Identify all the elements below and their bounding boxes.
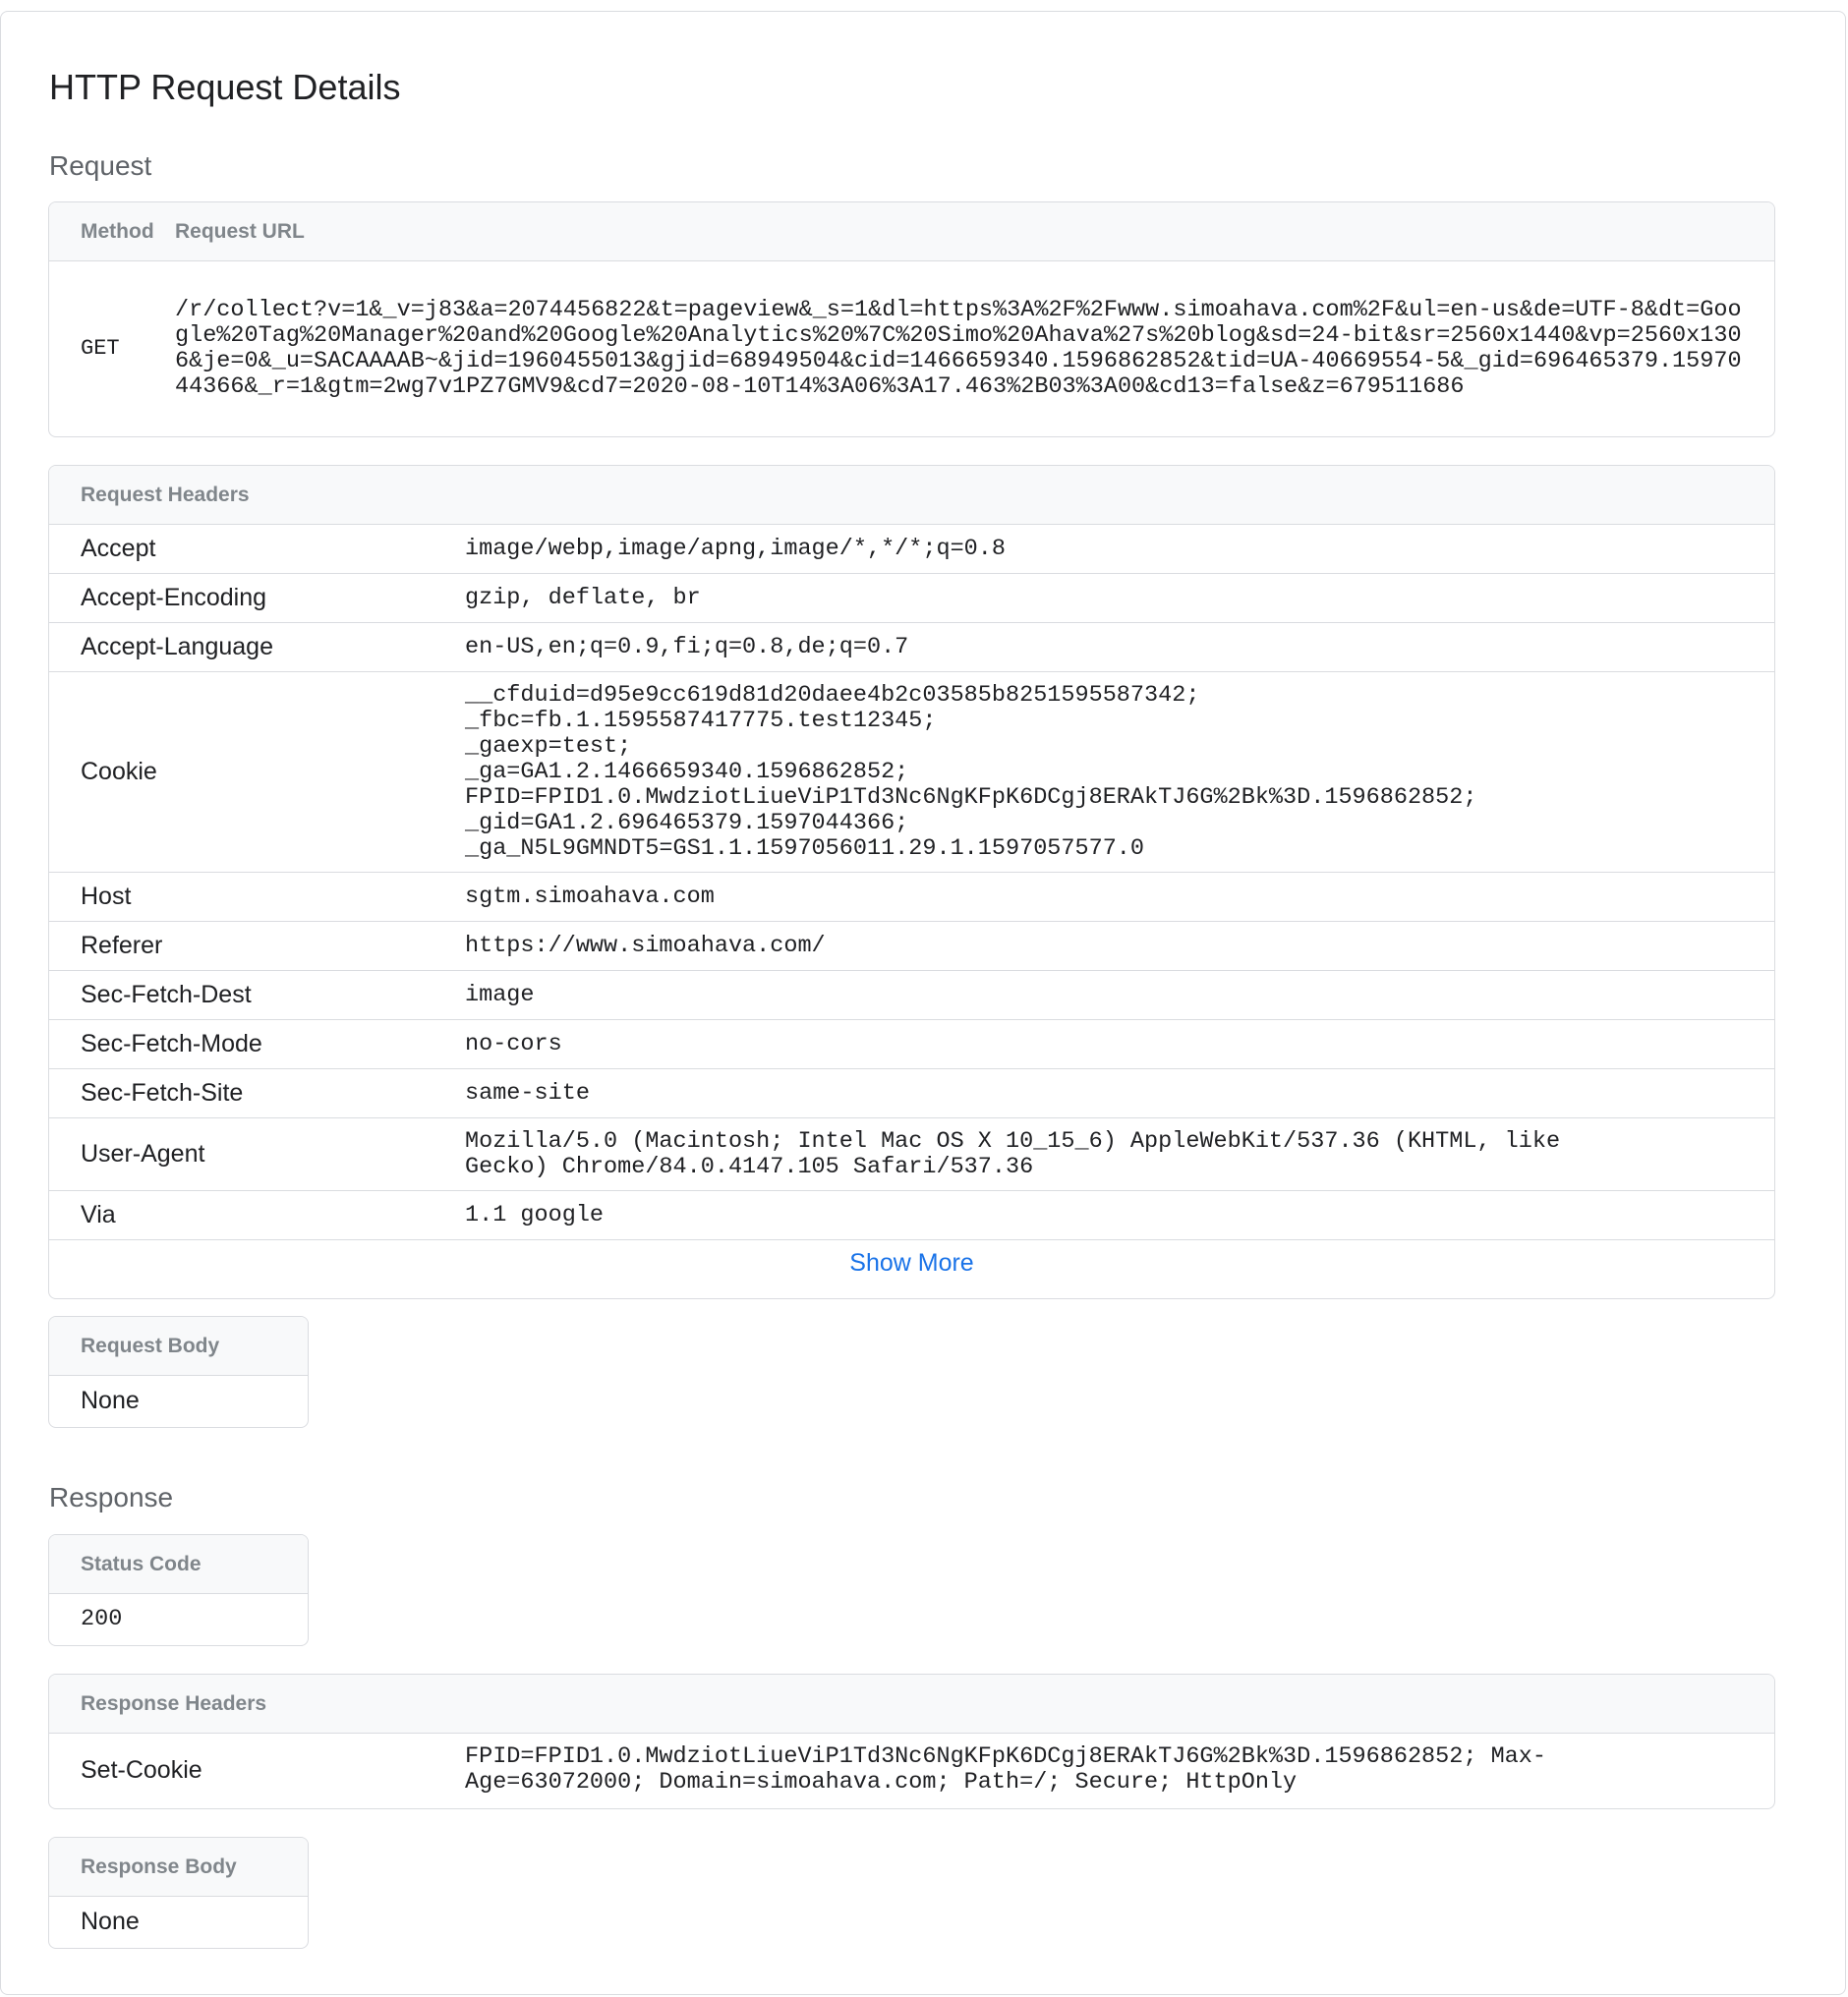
request-line-header	[49, 202, 1774, 261]
response-section-label: Response	[49, 1482, 174, 1512]
header-value: no-cors	[465, 1030, 562, 1057]
request-body-value: None	[81, 1386, 140, 1414]
url-column-header: Request URL	[175, 219, 305, 243]
request-line-card	[48, 201, 1775, 437]
header-row-accept-encoding	[49, 574, 1774, 623]
header-row-accept-language	[49, 623, 1774, 672]
request-line-row	[49, 261, 1774, 435]
header-value: image/webp,image/apng,image/*,*/*;q=0.8	[465, 535, 1006, 562]
header-row-sec-fetch-dest	[49, 971, 1774, 1020]
status-code-card	[48, 1534, 309, 1646]
header-name: Accept-Encoding	[81, 584, 267, 611]
show-more-button[interactable]: Show More	[849, 1249, 974, 1277]
request-body-header: Request Body	[49, 1317, 308, 1376]
header-name: Sec-Fetch-Site	[81, 1079, 244, 1107]
http-request-details-panel	[0, 11, 1846, 1995]
header-name: Host	[81, 883, 132, 910]
header-row-sec-fetch-site	[49, 1069, 1774, 1118]
header-value: Mozilla/5.0 (Macintosh; Intel Mac OS X 10_15_6) AppleWebKit/537.36 (KHTML, like Gecko) Chrome/84.0.4147.105 Safari/537.36	[465, 1127, 1561, 1180]
header-value: __cfduid=d95e9cc619d81d20daee4b2c03585b8251595587342; _fbc=fb.1.1595587417775.test12345; _gaexp=test; _ga=GA1.2.1466659340.1596862852; FPID=FPID1.0.MwdziotLiueViP1Td3Nc6NgKFpK6DCgj8ERAkTJ6G%2Bk%3D.1596862852; _gid=GA1.2.696465379.1597044366; _ga_N5L9GMNDT5=GS1.1.1597056011.29.1.1597057577.0	[465, 681, 1477, 862]
response-body-value: None	[81, 1907, 140, 1935]
header-value: FPID=FPID1.0.MwdziotLiueViP1Td3Nc6NgKFpK6DCgj8ERAkTJ6G%2Bk%3D.1596862852; Max- Age=63072000; Domain=simoahava.com; Path=/; Secure; HttpOnly	[465, 1743, 1546, 1796]
header-name: Sec-Fetch-Dest	[81, 981, 252, 1008]
request-body-card	[48, 1316, 309, 1428]
header-name: Sec-Fetch-Mode	[81, 1030, 262, 1057]
page-title: HTTP Request Details	[49, 67, 401, 107]
request-headers-card	[48, 465, 1775, 1299]
request-url: /r/collect?v=1&_v=j83&a=2074456822&t=pageview&_s=1&dl=https%3A%2F%2Fwww.simoahava.com%2F&ul=en-us&de=UTF-8&dt=Google%20Tag%20Manager%20and%20Google%20Analytics%20%7C%20Simo%20Ahava%27s%20blog&sd=24-bit&sr=2560x1440&vp=2560x1306&je=0&_u=SACAAAAB~&jid=1960455013&gjid=68949504&cid=1466659340.1596862852&tid=UA-40669554-5&_gid=696465379.1597044366&_r=1&gtm=2wg7v1PZ7GMV9&cd7=2020-08-10T14%3A06%3A17.463%2B03%3A00&cd13=false&z=679511686	[175, 296, 1742, 400]
header-value: same-site	[465, 1079, 590, 1107]
request-section-label: Request	[49, 150, 152, 181]
status-code-header: Status Code	[49, 1535, 308, 1594]
header-row-accept	[49, 525, 1774, 574]
header-row-via	[49, 1191, 1774, 1240]
header-name: Via	[81, 1201, 116, 1228]
header-value: 1.1 google	[465, 1201, 605, 1228]
response-headers-header: Response Headers	[49, 1675, 1774, 1734]
request-method: GET	[81, 336, 120, 361]
header-value: sgtm.simoahava.com	[465, 883, 715, 910]
response-body-card	[48, 1837, 309, 1949]
response-headers-card	[48, 1674, 1775, 1809]
header-name: Cookie	[81, 758, 157, 785]
header-row-user-agent	[49, 1118, 1774, 1191]
header-row-sec-fetch-mode	[49, 1020, 1774, 1069]
request-headers-header: Request Headers	[49, 466, 1774, 525]
method-column-header: Method	[81, 219, 154, 243]
header-row-host	[49, 873, 1774, 922]
header-row-set-cookie	[49, 1734, 1774, 1806]
header-name: Referer	[81, 932, 163, 959]
header-row-cookie	[49, 672, 1774, 873]
header-name: Set-Cookie	[81, 1755, 202, 1784]
header-row-referer	[49, 922, 1774, 971]
header-name: User-Agent	[81, 1140, 205, 1168]
header-value: gzip, deflate, br	[465, 584, 701, 611]
status-code-value: 200	[81, 1605, 123, 1632]
header-name: Accept-Language	[81, 633, 273, 660]
header-value: image	[465, 981, 535, 1008]
response-body-header: Response Body	[49, 1838, 308, 1897]
header-value: en-US,en;q=0.9,fi;q=0.8,de;q=0.7	[465, 633, 909, 660]
header-name: Accept	[81, 535, 156, 562]
header-value: https://www.simoahava.com/	[465, 932, 826, 959]
